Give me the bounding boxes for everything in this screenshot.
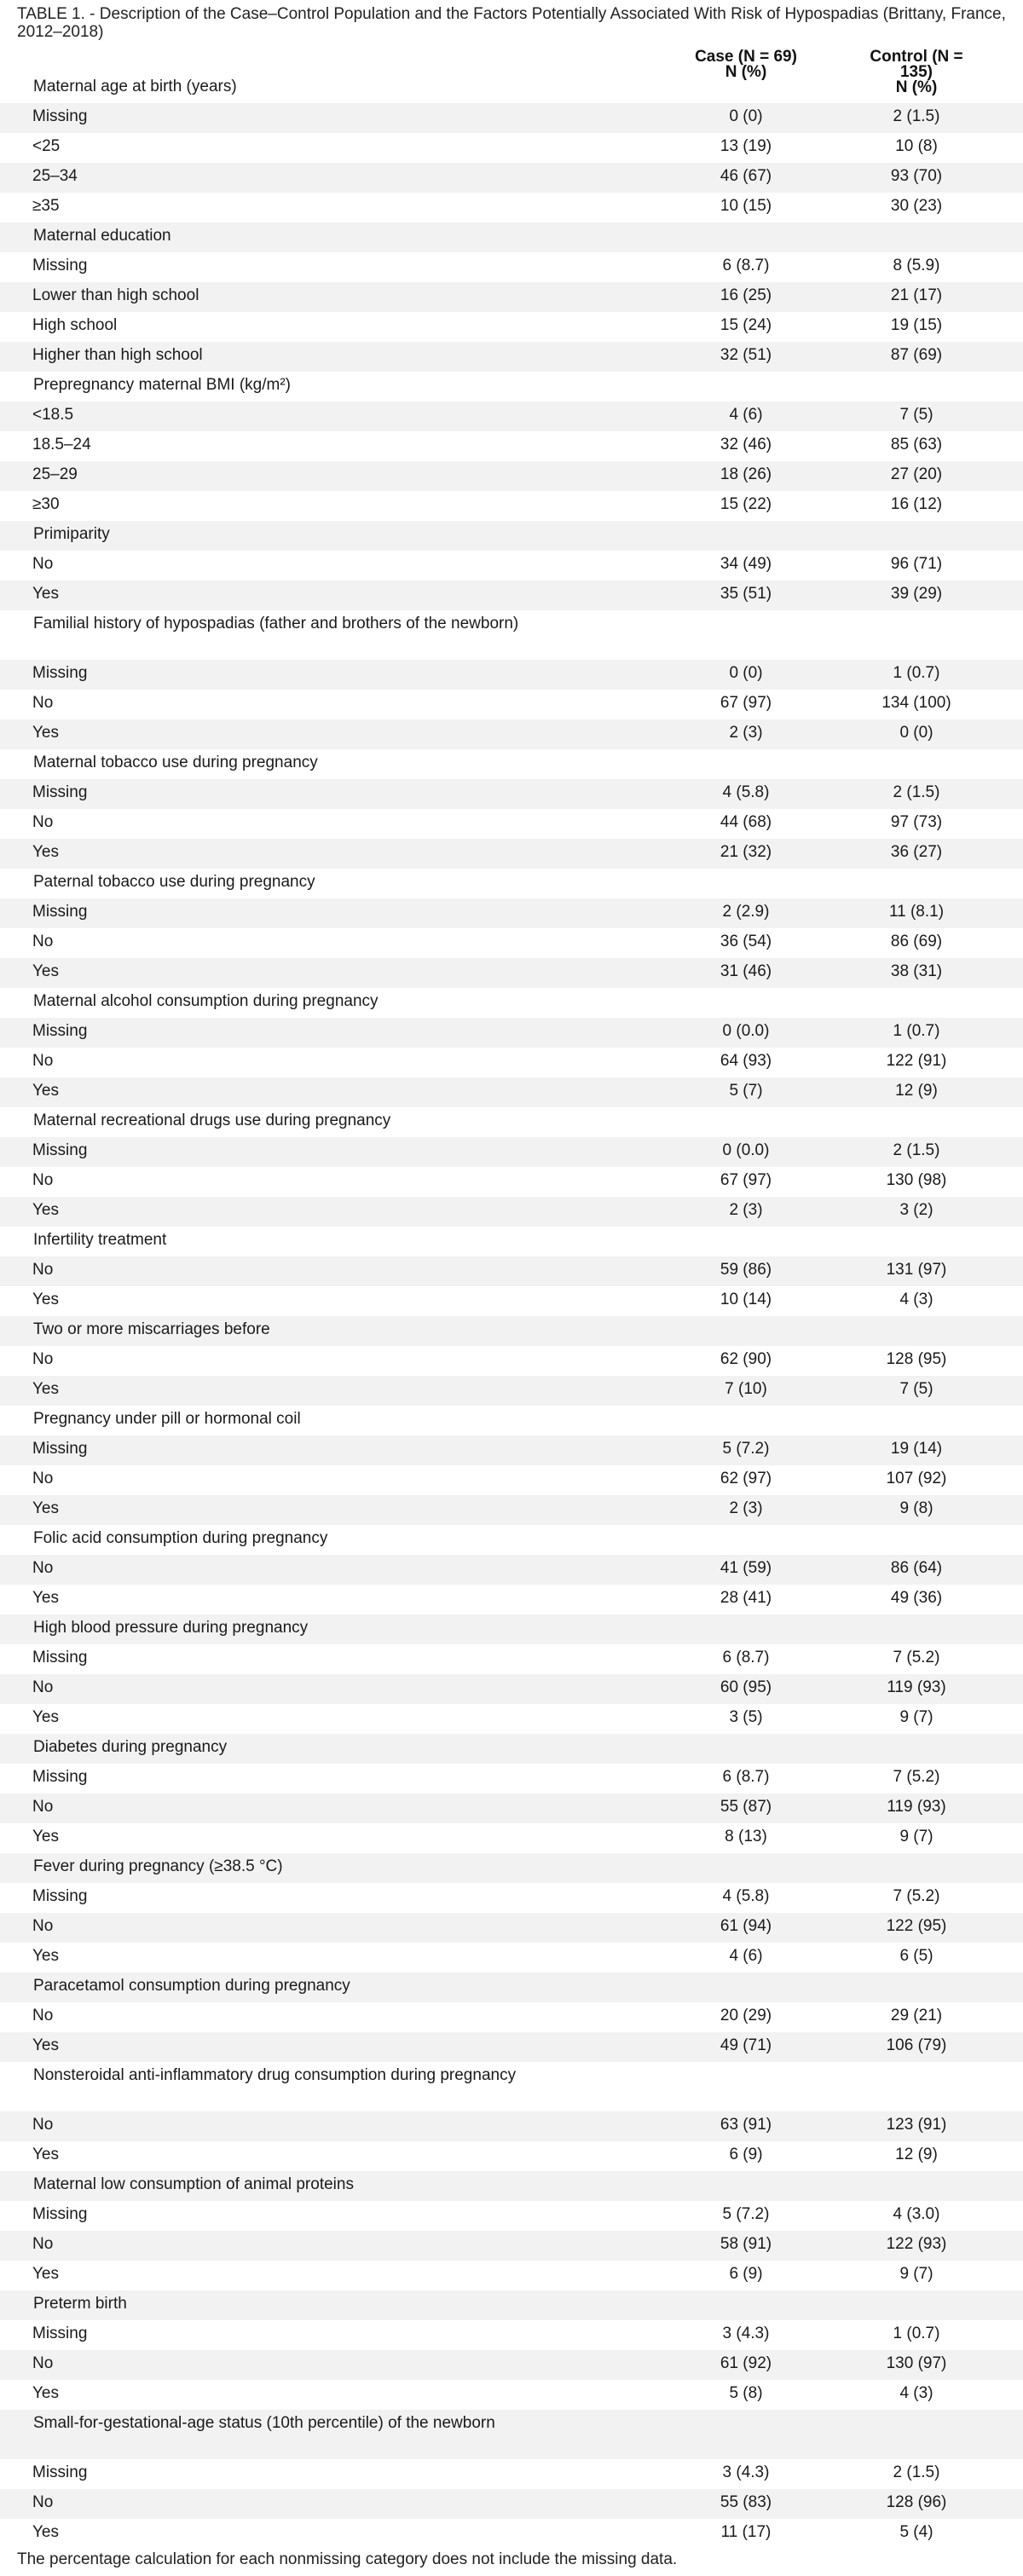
case-value: 59 (86) — [720, 1261, 772, 1279]
table-row — [0, 2111, 1023, 2141]
table-footnote: The percentage calculation for each nonmissing category does not include the missing data. — [17, 2550, 678, 2568]
table-group-row — [0, 1525, 1023, 1555]
column-header-control-title: Control (N = 135) — [870, 48, 963, 81]
table-row — [0, 1674, 1023, 1704]
table-row — [0, 690, 1023, 719]
control-value: 2 (1.5) — [893, 2463, 940, 2481]
row-label: No — [32, 1678, 54, 1696]
control-value: 122 (93) — [886, 2235, 947, 2253]
case-value: 4 (5.8) — [722, 783, 770, 801]
row-label: Higher than high school — [32, 346, 203, 364]
table-row — [0, 2032, 1023, 2062]
table-group-row — [0, 2290, 1023, 2320]
table-group-row — [0, 1734, 1023, 1764]
row-label: 25–34 — [32, 167, 78, 185]
table-row — [0, 1465, 1023, 1495]
table-row — [0, 1883, 1023, 1913]
group-label: Maternal tobacco use during pregnancy — [33, 754, 318, 771]
control-value: 8 (5.9) — [893, 257, 940, 274]
group-label: Nonsteroidal anti-inflammatory drug consumption during pregnancy — [33, 2066, 517, 2084]
group-label: Pregnancy under pill or hormonal coil — [33, 1410, 301, 1428]
case-value: 10 (15) — [720, 197, 772, 215]
case-value: 8 (13) — [725, 1828, 767, 1845]
row-label: No — [32, 1171, 54, 1189]
table-group-row — [0, 1107, 1023, 1137]
table-row — [0, 809, 1023, 839]
table-row — [0, 1555, 1023, 1585]
control-value: 11 (8.1) — [888, 903, 945, 921]
row-label: Missing — [32, 2205, 88, 2223]
table-row — [0, 1943, 1023, 1972]
table-group-row — [0, 521, 1023, 551]
row-label: Yes — [32, 1499, 59, 1517]
table-row — [0, 1018, 1023, 1048]
case-value: 2 (3) — [729, 1499, 763, 1517]
group-label: Fever during pregnancy (≥38.5 °C) — [33, 1857, 283, 1875]
control-value: 16 (12) — [890, 495, 943, 513]
control-value: 2 (1.5) — [893, 107, 940, 125]
case-value: 46 (67) — [720, 167, 772, 185]
group-label: Maternal education — [33, 227, 171, 245]
case-value: 61 (92) — [720, 2354, 772, 2372]
control-value: 1 (0.7) — [893, 1022, 940, 1040]
table-row — [0, 1644, 1023, 1674]
table-row — [0, 1048, 1023, 1077]
control-value: 7 (5.2) — [893, 1649, 940, 1666]
control-value: 131 (97) — [886, 1261, 947, 1279]
row-label: Missing — [32, 664, 88, 682]
table-row — [0, 401, 1023, 431]
row-label: Lower than high school — [32, 286, 199, 304]
case-value: 7 (10) — [725, 1380, 767, 1398]
case-value: 5 (7.2) — [722, 1440, 770, 1458]
row-label: ≥30 — [32, 495, 60, 513]
control-value: 9 (7) — [899, 1708, 933, 1726]
table-row — [0, 133, 1023, 163]
control-value: 19 (15) — [890, 316, 943, 334]
group-label: Maternal low consumption of animal proteins — [33, 2175, 354, 2193]
control-value: 122 (91) — [886, 1052, 947, 1070]
case-value: 21 (32) — [720, 843, 772, 861]
table-group-row — [0, 372, 1023, 401]
row-label: Missing — [32, 1649, 88, 1666]
control-value: 12 (9) — [895, 2146, 938, 2163]
row-label: Yes — [32, 1380, 59, 1398]
row-label: No — [32, 1350, 54, 1368]
table-row — [0, 1823, 1023, 1853]
case-value: 13 (19) — [720, 137, 772, 155]
row-label: 18.5–24 — [32, 436, 91, 453]
table-body — [0, 73, 1023, 2549]
control-value: 123 (91) — [886, 2116, 947, 2134]
group-label: Small-for-gestational-age status (10th percentile) of the newborn — [33, 2414, 495, 2432]
table-group-row — [0, 1614, 1023, 1644]
table-group-row — [0, 988, 1023, 1018]
case-value: 6 (8.7) — [722, 1649, 770, 1666]
table-row — [0, 431, 1023, 461]
control-value: 10 (8) — [895, 137, 938, 155]
row-label: Yes — [32, 1082, 59, 1100]
row-label: Missing — [32, 2463, 88, 2481]
group-label: Maternal alcohol consumption during pregnancy — [33, 992, 379, 1010]
case-value: 5 (7) — [729, 1082, 763, 1100]
case-value: 64 (93) — [720, 1052, 772, 1070]
table-row — [0, 2459, 1023, 2489]
control-value: 36 (27) — [890, 843, 943, 861]
row-label: Yes — [32, 2384, 59, 2402]
row-label: No — [32, 1261, 54, 1279]
row-label: No — [32, 2116, 54, 2134]
case-value: 6 (9) — [729, 2146, 763, 2163]
case-value: 15 (22) — [720, 495, 772, 513]
case-value: 67 (97) — [720, 1171, 772, 1189]
control-value: 86 (64) — [890, 1559, 943, 1577]
table-row — [0, 1764, 1023, 1793]
case-value: 28 (41) — [720, 1589, 772, 1607]
control-value: 4 (3.0) — [893, 2205, 940, 2223]
table-row — [0, 252, 1023, 282]
row-label: Missing — [32, 783, 88, 801]
case-value: 11 (17) — [720, 2523, 772, 2541]
case-value: 62 (97) — [720, 1470, 772, 1487]
table-row — [0, 719, 1023, 749]
table-row — [0, 1435, 1023, 1465]
table-row — [0, 163, 1023, 193]
table-row — [0, 660, 1023, 690]
row-label: No — [32, 1470, 54, 1487]
column-header-case-title: Case (N = 69) — [695, 48, 797, 66]
control-value: 49 (36) — [890, 1589, 943, 1607]
table-row — [0, 779, 1023, 809]
table-group-row — [0, 1406, 1023, 1435]
table-row — [0, 491, 1023, 521]
table-row — [0, 312, 1023, 342]
case-value: 18 (26) — [720, 465, 772, 483]
case-value: 15 (24) — [720, 316, 772, 334]
case-value: 2 (3) — [729, 724, 763, 742]
case-value: 16 (25) — [720, 286, 772, 304]
table-group-row — [0, 1972, 1023, 2002]
table-group-row — [0, 73, 1023, 103]
row-label: No — [32, 1798, 54, 1816]
case-value: 4 (6) — [729, 1947, 763, 1965]
row-label: ≥35 — [32, 197, 60, 215]
table-group-row — [0, 2062, 1023, 2111]
group-label: Prepregnancy maternal BMI (kg/m²) — [33, 376, 291, 394]
table-row — [0, 1077, 1023, 1107]
table-row — [0, 1495, 1023, 1525]
table-row — [0, 2489, 1023, 2519]
group-label: Familial history of hypospadias (father and brothers of the newborn) — [33, 615, 519, 632]
row-label: 25–29 — [32, 465, 78, 483]
control-value: 1 (0.7) — [893, 2325, 940, 2342]
row-label: Missing — [32, 1440, 88, 1458]
row-label: High school — [32, 316, 118, 334]
row-label: Yes — [32, 1708, 59, 1726]
case-value: 5 (8) — [729, 2384, 763, 2402]
row-label: Missing — [32, 1768, 88, 1786]
row-label: No — [32, 1917, 54, 1935]
case-value: 4 (6) — [729, 406, 763, 424]
table-row — [0, 2231, 1023, 2261]
case-value: 2 (3) — [729, 1201, 763, 1219]
table-row — [0, 958, 1023, 988]
control-value: 19 (14) — [890, 1440, 943, 1458]
row-label: No — [32, 933, 54, 950]
table-row — [0, 193, 1023, 222]
row-label: Yes — [32, 843, 59, 861]
group-label: Primiparity — [33, 525, 110, 543]
control-value: 130 (98) — [886, 1171, 947, 1189]
control-value: 9 (8) — [899, 1499, 933, 1517]
case-value: 5 (7.2) — [722, 2205, 770, 2223]
group-label: Two or more miscarriages before — [33, 1320, 270, 1338]
table-group-row — [0, 749, 1023, 779]
case-value: 32 (46) — [720, 436, 772, 453]
group-label: Folic acid consumption during pregnancy — [33, 1529, 328, 1547]
table-row — [0, 2519, 1023, 2549]
table-row — [0, 2201, 1023, 2231]
group-label: Paternal tobacco use during pregnancy — [33, 873, 315, 891]
table-row — [0, 2320, 1023, 2350]
control-value: 134 (100) — [881, 694, 951, 712]
table-group-row — [0, 2171, 1023, 2201]
control-value: 93 (70) — [890, 167, 943, 185]
control-value: 12 (9) — [895, 1082, 938, 1100]
row-label: Yes — [32, 1828, 59, 1845]
control-value: 119 (93) — [887, 1678, 946, 1696]
row-label: Yes — [32, 1589, 59, 1607]
case-value: 41 (59) — [720, 1559, 772, 1577]
case-value: 3 (5) — [729, 1708, 763, 1726]
group-label: Preterm birth — [33, 2295, 127, 2313]
case-value: 4 (5.8) — [722, 1887, 770, 1905]
row-label: Yes — [32, 2523, 59, 2541]
table-row — [0, 551, 1023, 580]
row-label: No — [32, 555, 54, 573]
table-row — [0, 1704, 1023, 1734]
case-value: 32 (51) — [720, 346, 772, 364]
table-row — [0, 928, 1023, 958]
control-value: 0 (0) — [899, 724, 933, 742]
table-row — [0, 2350, 1023, 2380]
row-label: Missing — [32, 903, 88, 921]
control-value: 9 (7) — [899, 1828, 933, 1845]
table-group-row — [0, 869, 1023, 898]
case-value: 44 (68) — [720, 813, 772, 831]
table-row — [0, 103, 1023, 133]
column-header-case-unit: N (%) — [725, 63, 767, 81]
control-value: 128 (96) — [886, 2493, 947, 2511]
row-label: Yes — [32, 962, 59, 980]
table-row — [0, 1376, 1023, 1406]
control-value: 119 (93) — [887, 1798, 946, 1816]
case-value: 31 (46) — [720, 962, 772, 980]
case-value: 35 (51) — [720, 585, 772, 603]
table-row — [0, 839, 1023, 869]
table-row — [0, 1793, 1023, 1823]
row-label: No — [32, 2007, 54, 2024]
row-label: Yes — [32, 2146, 59, 2163]
group-label: High blood pressure during pregnancy — [33, 1619, 309, 1637]
row-label: No — [32, 694, 54, 712]
control-value: 2 (1.5) — [893, 1141, 940, 1159]
table-group-row — [0, 2410, 1023, 2459]
table-row — [0, 2261, 1023, 2290]
control-value: 86 (69) — [890, 933, 943, 950]
row-label: Missing — [32, 257, 88, 274]
column-header-control-unit: N (%) — [895, 78, 938, 96]
group-label: Diabetes during pregnancy — [33, 1738, 228, 1756]
table-caption: TABLE 1. - Description of the Case–Control Population and the Factors Potentially Associated With Risk of Hypospadias (Brittany, France, 2012–2018) — [17, 5, 1006, 41]
table-row — [0, 1167, 1023, 1197]
case-value: 36 (54) — [720, 933, 772, 950]
control-value: 130 (97) — [886, 2354, 947, 2372]
row-label: Yes — [32, 1201, 59, 1219]
control-value: 107 (92) — [886, 1470, 947, 1487]
case-value: 34 (49) — [720, 555, 772, 573]
control-value: 7 (5) — [899, 406, 933, 424]
control-value: 9 (7) — [899, 2265, 933, 2283]
case-value: 55 (83) — [720, 2493, 772, 2511]
table-group-row — [0, 610, 1023, 660]
control-value: 27 (20) — [890, 465, 943, 483]
table-row — [0, 2141, 1023, 2171]
case-value: 6 (8.7) — [722, 257, 770, 274]
control-value: 87 (69) — [890, 346, 943, 364]
case-value: 6 (8.7) — [722, 1768, 770, 1786]
row-label: No — [32, 2354, 54, 2372]
row-label: <18.5 — [32, 406, 74, 424]
case-value: 63 (91) — [720, 2116, 772, 2134]
table-row — [0, 1256, 1023, 1286]
table-row — [0, 2380, 1023, 2410]
case-value: 55 (87) — [720, 1798, 772, 1816]
control-value: 7 (5) — [899, 1380, 933, 1398]
row-label: No — [32, 2493, 54, 2511]
row-label: Yes — [32, 585, 59, 603]
table-row — [0, 1346, 1023, 1376]
case-value: 2 (2.9) — [722, 903, 770, 921]
control-value: 7 (5.2) — [893, 1768, 940, 1786]
control-value: 39 (29) — [890, 585, 943, 603]
case-value: 49 (71) — [720, 2036, 772, 2054]
table-row — [0, 580, 1023, 610]
case-value: 61 (94) — [720, 1917, 772, 1935]
row-label: Yes — [32, 1291, 59, 1308]
table-row — [0, 461, 1023, 491]
table-row — [0, 282, 1023, 312]
case-value: 62 (90) — [720, 1350, 772, 1368]
row-label: No — [32, 2235, 54, 2253]
table-group-row — [0, 1227, 1023, 1256]
control-value: 96 (71) — [890, 555, 943, 573]
row-label: Missing — [32, 1141, 88, 1159]
case-value: 3 (4.3) — [722, 2463, 770, 2481]
row-label: No — [32, 813, 54, 831]
control-value: 2 (1.5) — [893, 783, 940, 801]
table-row — [0, 1913, 1023, 1943]
row-label: Missing — [32, 1022, 88, 1040]
case-value: 3 (4.3) — [722, 2325, 770, 2342]
table-row — [0, 898, 1023, 928]
table-row — [0, 1286, 1023, 1316]
control-value: 3 (2) — [899, 1201, 933, 1219]
control-value: 97 (73) — [890, 813, 943, 831]
group-label: Maternal age at birth (years) — [33, 78, 237, 95]
row-label: Missing — [32, 107, 88, 125]
group-label: Infertility treatment — [33, 1231, 167, 1249]
row-label: Missing — [32, 1887, 88, 1905]
row-label: Yes — [32, 2036, 59, 2054]
control-value: 29 (21) — [890, 2007, 943, 2024]
table-row — [0, 1197, 1023, 1227]
control-value: 7 (5.2) — [893, 1887, 940, 1905]
group-label: Maternal recreational drugs use during pregnancy — [33, 1112, 391, 1129]
table-row — [0, 342, 1023, 372]
control-value: 4 (3) — [899, 1291, 933, 1308]
row-label: No — [32, 1052, 54, 1070]
group-label: Paracetamol consumption during pregnancy — [33, 1977, 350, 1995]
control-value: 122 (95) — [886, 1917, 947, 1935]
table-row — [0, 2002, 1023, 2032]
case-value: 0 (0.0) — [722, 1141, 770, 1159]
row-label: Yes — [32, 724, 59, 742]
table-group-row — [0, 1316, 1023, 1346]
row-label: Yes — [32, 2265, 59, 2283]
control-value: 5 (4) — [899, 2523, 933, 2541]
case-value: 60 (95) — [720, 1678, 772, 1696]
row-label: No — [32, 1559, 54, 1577]
control-value: 21 (17) — [890, 286, 943, 304]
control-value: 6 (5) — [899, 1947, 933, 1965]
table-group-row — [0, 1853, 1023, 1883]
table-group-row — [0, 222, 1023, 252]
control-value: 4 (3) — [899, 2384, 933, 2402]
control-value: 1 (0.7) — [893, 664, 940, 682]
table-row — [0, 1585, 1023, 1614]
case-value: 0 (0) — [729, 664, 763, 682]
case-value: 20 (29) — [720, 2007, 772, 2024]
row-label: Missing — [32, 2325, 88, 2342]
control-value: 106 (79) — [886, 2036, 947, 2054]
control-value: 38 (31) — [890, 962, 943, 980]
case-value: 0 (0.0) — [722, 1022, 770, 1040]
case-value: 6 (9) — [729, 2265, 763, 2283]
case-value: 58 (91) — [720, 2235, 772, 2253]
case-value: 67 (97) — [720, 694, 772, 712]
table-row — [0, 1137, 1023, 1167]
case-value: 0 (0) — [729, 107, 763, 125]
row-label: Yes — [32, 1947, 59, 1965]
control-value: 128 (95) — [886, 1350, 947, 1368]
control-value: 30 (23) — [890, 197, 943, 215]
control-value: 85 (63) — [890, 436, 943, 453]
row-label: <25 — [32, 137, 61, 155]
case-value: 10 (14) — [720, 1291, 772, 1308]
